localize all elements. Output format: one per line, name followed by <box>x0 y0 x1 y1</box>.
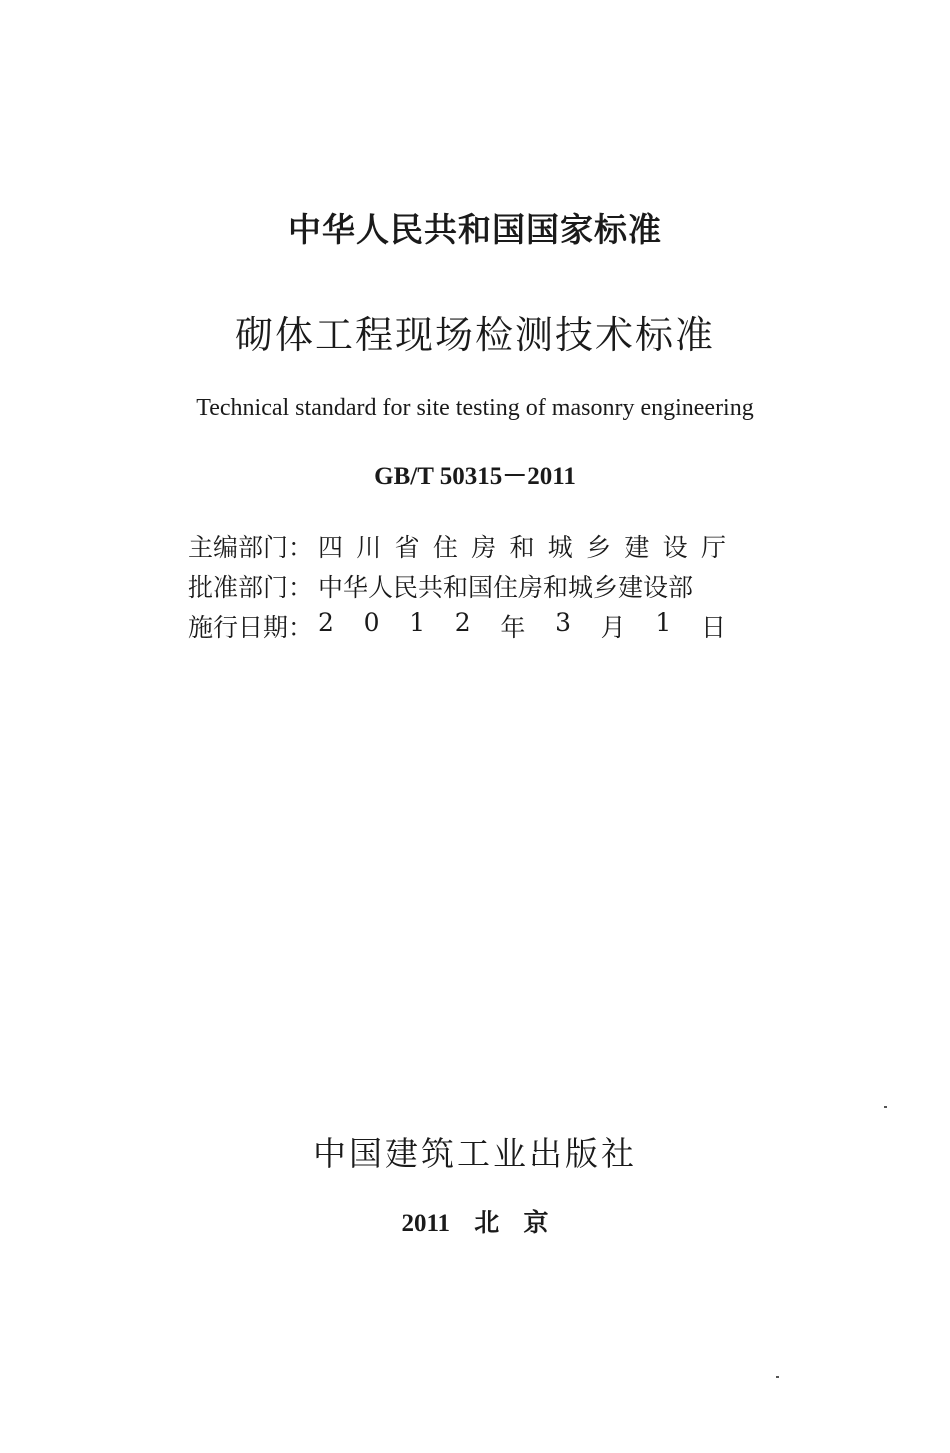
date-char: 日 <box>700 613 726 642</box>
date-char: 年 <box>500 613 526 642</box>
effective-date-label: 施行日期： <box>188 613 314 642</box>
date-char: 1 <box>409 608 426 637</box>
approver-row <box>188 566 748 606</box>
editor-char: 建 <box>624 533 650 562</box>
editor-label: 主编部门： <box>188 533 314 562</box>
date-char: 2 <box>318 608 334 637</box>
standard-title-english: Technical standard for site testing of masonry engineering <box>196 395 754 421</box>
approver-value: 中华人民共和国住房和城乡建设部 <box>318 573 694 602</box>
editor-char: 和 <box>509 533 535 562</box>
editor-char: 厅 <box>700 533 726 562</box>
editor-char: 省 <box>394 533 420 562</box>
editor-char: 城 <box>547 533 573 562</box>
editor-char: 川 <box>356 533 382 562</box>
standard-code: GB/T 50315－2011 <box>374 463 576 490</box>
standard-info-block <box>188 526 748 646</box>
editor-row <box>188 526 748 566</box>
standard-title-chinese: 砌体工程现场检测技术标准 <box>234 313 715 357</box>
date-char: 0 <box>363 608 380 637</box>
effective-date-row <box>188 606 748 646</box>
publication-year-place: 2011 北 京 <box>401 1210 549 1237</box>
editor-char: 乡 <box>586 533 612 562</box>
editor-char: 设 <box>662 533 688 562</box>
scan-speck <box>884 1106 887 1108</box>
date-char: 2 <box>454 608 471 637</box>
effective-date-value <box>318 608 726 644</box>
date-char: 1 <box>655 608 672 637</box>
date-char: 3 <box>555 608 571 637</box>
editor-char: 房 <box>471 533 497 562</box>
date-char: 月 <box>600 613 626 642</box>
approver-label: 批准部门： <box>188 573 314 602</box>
scan-speck <box>776 1376 779 1378</box>
editor-char: 住 <box>432 533 458 562</box>
publisher-name: 中国建筑工业出版社 <box>313 1134 637 1173</box>
editor-value <box>318 528 726 564</box>
series-title: 中华人民共和国国家标准 <box>288 210 662 249</box>
editor-char: 四 <box>318 533 344 562</box>
